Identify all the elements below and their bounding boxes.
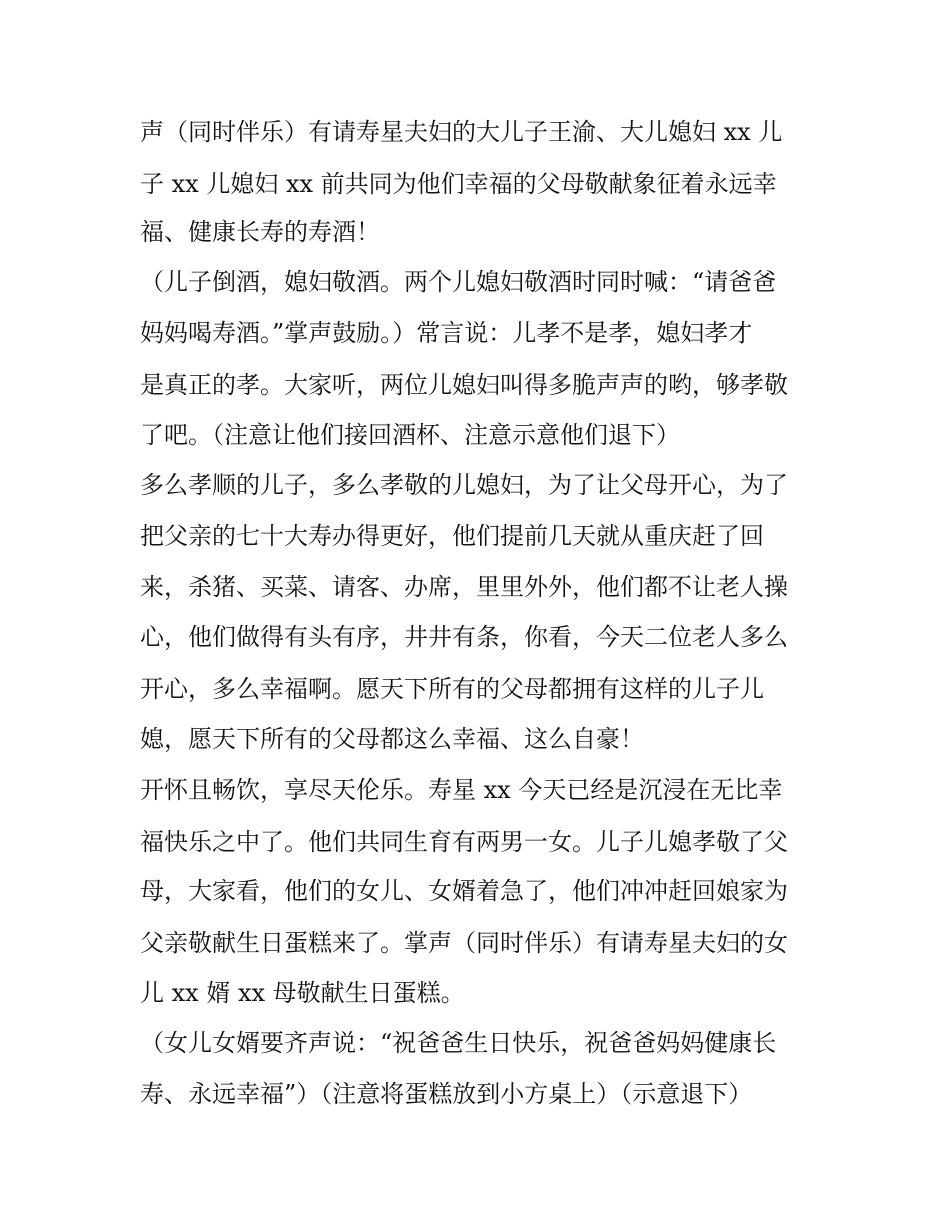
text-line: 福快乐之中了。他们共同生育有两男一女。儿子儿媳孝敬了父	[140, 828, 788, 856]
text-line: 是真正的孝。大家听，两位儿媳妇叫得多脆声声的哟，够孝敬	[140, 371, 788, 399]
text-line: 父亲敬献生日蛋糕来了。掌声（同时伴乐）有请寿星夫妇的女	[140, 929, 788, 957]
text-line: 多么孝顺的儿子，多么孝敬的儿媳妇，为了让父母开心，为了	[140, 471, 788, 499]
text-line: 了吧。（注意让他们接回酒杯、注意示意他们退下）	[140, 421, 680, 449]
text-line: 儿 xx 婿 xx 母敬献生日蛋糕。	[140, 979, 465, 1007]
text-line: 妈妈喝寿酒。”掌声鼓励。）常言说：儿孝不是孝，媳妇孝才	[140, 319, 753, 347]
text-line: 子 xx 儿媳妇 xx 前共同为他们幸福的父母敬献象征着永远幸	[140, 170, 777, 198]
text-line: 寿、永远幸福”）（注意将蛋糕放到小方桌上）（示意退下）	[140, 1080, 753, 1108]
text-line: 开心，多么幸福啊。愿天下所有的父母都拥有这样的儿子儿	[140, 675, 764, 703]
text-line: （女儿女婿要齐声说：“祝爸爸生日快乐，祝爸爸妈妈健康长	[140, 1029, 777, 1057]
text-line: 福、健康长寿的寿酒！	[140, 218, 380, 246]
text-line: 母，大家看，他们的女儿、女婿着急了，他们冲冲赶回娘家为	[140, 877, 788, 905]
text-line: 开怀且畅饮，享尽天伦乐。寿星 xx 今天已经是沉浸在无比幸	[140, 776, 783, 804]
text-line: 心，他们做得有头有序，井井有条，你看，今天二位老人多么	[140, 623, 788, 651]
text-line: 来，杀猪、买菜、请客、办席，里里外外，他们都不让老人操	[140, 573, 788, 601]
text-line: 声（同时伴乐）有请寿星夫妇的大儿子王渝、大儿媳妇 xx 儿	[140, 118, 783, 146]
text-line: 媳，愿天下所有的父母都这么幸福、这么自豪！	[140, 725, 644, 753]
text-line: 把父亲的七十大寿办得更好，他们提前几天就从重庆赶了回	[140, 522, 764, 550]
text-line: （儿子倒酒，媳妇敬酒。两个儿媳妇敬酒时同时喊：“请爸爸	[140, 268, 777, 296]
